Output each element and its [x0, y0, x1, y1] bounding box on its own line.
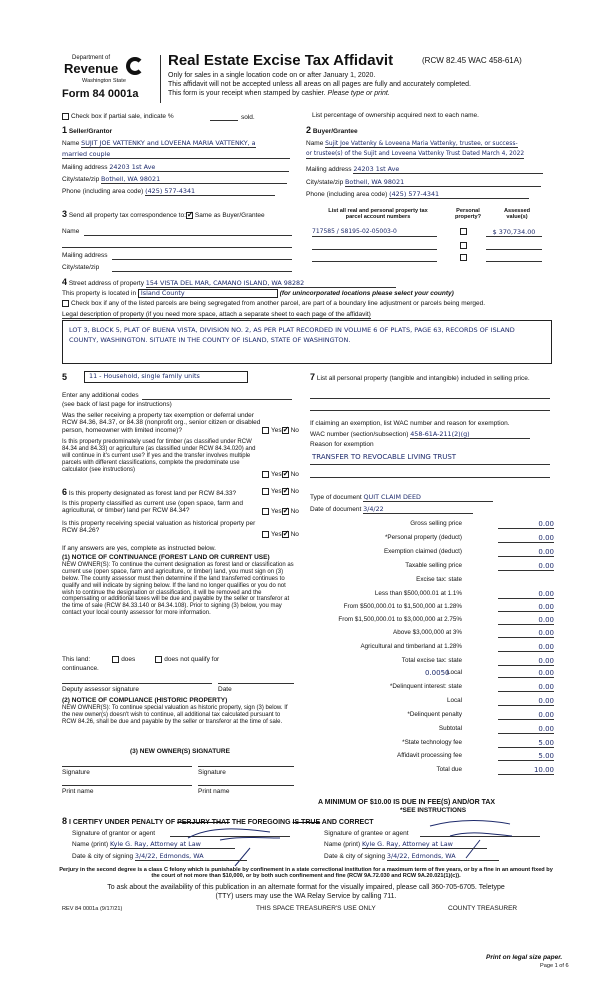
does-not-label: does not qualify for: [164, 656, 220, 664]
yes-label: Yes: [271, 531, 282, 539]
doc-date[interactable]: 3/4/22: [363, 506, 473, 514]
if-any-yes: If any answers are yes, complete as instructed below.: [62, 545, 216, 552]
grantor-name-row: [72, 841, 235, 849]
assessed-col-b: value(s): [506, 214, 528, 221]
personal-col-b: property?: [454, 214, 482, 221]
partial-sold: sold.: [241, 114, 255, 121]
header-line3: This form is your receipt when stamped by cashier.: [168, 90, 326, 97]
buyer-mail-row: [306, 166, 543, 174]
q-forest-row: 6 Is this property designated as forest land per RCW 84.33?: [62, 487, 237, 497]
q-forest-yes-checkbox[interactable]: [262, 488, 269, 495]
q-forest-answer: [262, 488, 299, 496]
doc-date-label: Date of document: [310, 506, 362, 513]
seller-name[interactable]: SUJIT JOE VATTENKY and LOVEENA MARIA VATTENKY, a: [81, 139, 256, 147]
no-label: No: [290, 471, 299, 479]
buyer-mail-label: Mailing address: [306, 166, 352, 173]
buyer-name[interactable]: Sujit Joe Vattenky & Loveena Maria Vattenky, trustee, or success-: [325, 141, 518, 147]
sec7-row: 7 List all personal property (tangible and intangible) included in selling price.: [310, 372, 530, 382]
wac-number[interactable]: 458-61A-211(2)(g): [410, 431, 530, 439]
parcel-col-a: List all real and personal property tax: [328, 208, 428, 214]
q-timber-yes-checkbox[interactable]: [262, 471, 269, 478]
calc-label: Less than $500,000.01 at 1.1%: [374, 590, 462, 597]
grantee-name[interactable]: Kyle G. Ray, Attorney at Law: [362, 841, 487, 849]
buyer-phone-label: Phone (including area code): [306, 191, 388, 198]
wac-row: [310, 431, 530, 439]
doc-type[interactable]: QUIT CLAIM DEED: [363, 494, 493, 502]
seller-heading: Seller/Grantor: [68, 128, 113, 135]
county-select[interactable]: Island County: [138, 289, 278, 298]
personal-property-checkbox-2[interactable]: [460, 242, 467, 249]
county-treasurer: COUNTY TREASURER: [448, 905, 518, 912]
seller-name-label: Name: [62, 140, 80, 147]
does-checkbox[interactable]: [112, 656, 119, 663]
q-historic-yes-checkbox[interactable]: [262, 531, 269, 538]
q-exemption-answer: [262, 427, 299, 435]
header-line3-wrap: [168, 90, 390, 98]
q-current-use: Is this property classified as current use (open space, farm and agricultural, or timber) land per RCW 84.34?: [62, 500, 244, 515]
seller-phone-label: Phone (including area code): [62, 188, 144, 195]
sec3-city-label: City/state/zip: [62, 264, 100, 271]
additional-codes-label: Enter any additional codes: [62, 392, 139, 399]
parcel-col-b: parcel account numbers: [345, 214, 411, 221]
grantor-name[interactable]: Kyle G. Ray, Attorney at Law: [110, 841, 235, 849]
form-title: Real Estate Excise Tax Affidavit: [168, 52, 394, 69]
sec3-label: Send all property tax correspondence to:: [68, 212, 186, 219]
buyer-phone-row: [306, 191, 529, 199]
land-use-code[interactable]: 11 - Household, single family units: [84, 371, 248, 383]
header-line1: Only for sales in a single location code on or after January 1, 2020.: [168, 72, 376, 79]
grantor-date-row: [72, 853, 247, 861]
logo-state: Washington State: [82, 78, 126, 84]
buyer-heading-row: 2 Buyer/Grantee: [306, 125, 358, 135]
certify-e: AND CORRECT: [320, 819, 374, 826]
notice-continuance-text: NEW OWNER(S): To continue the current designation as forest land or classification as current use (open space, farm and agriculture, or timber) land, you must sign on (3) below. The county assessor must then determine if the land transferred continues to qualify and will indicate by signing below. If the land no longer qualifies or you do not wish to continue the designation or classification, it will be removed and the compensating or additional taxes will be due and payable by the seller or transferor at the time of sale (RCW 84.33.140 or 84.34.108). Prior to signing (3) below, you may contact your local county assessor for more information.: [62, 562, 294, 617]
sec3-row: 3 Send all property tax correspondence to:✓ Same as Buyer/Grantee: [62, 209, 265, 219]
seller-city-row: [62, 176, 287, 184]
parcel-col-header: [312, 208, 444, 221]
yes-label: Yes: [271, 471, 282, 479]
q-current-use-no-checkbox[interactable]: [282, 508, 289, 515]
street-label: Street address of property: [68, 280, 144, 287]
header-line3b: Please type or print.: [327, 90, 390, 97]
calc-label: *Personal property (deduct): [384, 534, 462, 541]
no-label: No: [290, 427, 299, 435]
does-not-checkbox[interactable]: [155, 656, 162, 663]
partial-sale-label: Check box if partial sale, indicate %: [71, 113, 174, 121]
this-land-row: [62, 656, 219, 664]
additional-codes-note: (see back of last page for instructions): [62, 401, 172, 408]
buyer-name-row: [306, 140, 518, 148]
calc-label: From $500,000.01 to $1,500,000 at 1.28%: [343, 603, 462, 610]
seller-city-label: City/state/zip: [62, 176, 100, 183]
accessibility-note: To ask about the availability of this publication in an alternate format for the visually impaired, please call 360-705-6705. Teletype: [107, 884, 505, 891]
personal-property-checkbox-1[interactable]: [460, 228, 467, 235]
yes-label: Yes: [271, 508, 282, 516]
see-instructions: *SEE INSTRUCTIONS: [400, 807, 467, 814]
calc-value[interactable]: 10.00: [498, 766, 554, 775]
q-historic-no-checkbox[interactable]: [282, 531, 289, 538]
assessed-col-header: [492, 208, 542, 221]
tty-note: (TTY) users may use the WA Relay Service by calling 711.: [215, 893, 397, 900]
calc-label: *Delinquent penalty: [407, 711, 462, 718]
calc-value[interactable]: 0.00: [498, 629, 554, 638]
minimum-due-note: A MINIMUM OF $10.00 IS DUE IN FEE(S) AND/OR TAX: [318, 799, 496, 806]
q-timber: Is this property predominately used for timber (as classified under RCW 84.34 and 84.33) or agriculture (as classified under RCW 84.34.020) and will continue in it's current use? If yes and the transfer involves multiple parcels with different classifications, complete the predominate use calculator (see instructions): [62, 439, 256, 473]
assessed-value[interactable]: $ 370,734.00: [486, 229, 542, 237]
page-number: Page 1 of 6: [540, 963, 569, 969]
sec3-mail-label: Mailing address: [62, 252, 108, 259]
local-rate: 0.0050: [425, 669, 450, 677]
calc-label: Subtotal: [438, 725, 462, 732]
grantee-name-label: Name (print): [324, 841, 361, 848]
grantor-name-label: Name (print): [72, 841, 109, 848]
street-row: 4 Street address of property 154 VISTA DEL MAR, CAMANO ISLAND, WA 98282: [62, 277, 396, 288]
grantee-name-row: [324, 841, 487, 849]
calc-value[interactable]: 0.00: [498, 590, 554, 599]
same-as-buyer-label: Same as Buyer/Grantee: [194, 212, 265, 219]
q-timber-answer: [262, 471, 299, 479]
personal-col-header: [450, 208, 486, 221]
reason-text[interactable]: TRANSFER TO REVOCABLE LIVING TRUST: [312, 453, 457, 461]
q-forest: Is this property designated as forest land per RCW 84.33?: [68, 490, 237, 497]
uninc-note: (for unincorporated locations please select your county): [279, 290, 454, 297]
calc-label: Local: [446, 669, 462, 676]
calc-label: Total excise tax: state: [401, 657, 462, 664]
yes-label: Yes: [271, 488, 282, 496]
calc-value[interactable]: 0.00: [498, 643, 554, 652]
grantee-date-row: [324, 853, 499, 861]
seller-mail[interactable]: 24203 1st Ave: [109, 164, 289, 172]
calc-label: Total due: [436, 766, 462, 773]
seller-phone[interactable]: (425) 577-4341: [145, 188, 275, 196]
calc-value[interactable]: 5.00: [498, 752, 554, 761]
doc-date-row: [310, 506, 473, 514]
certify-b: PERJURY THAT: [177, 819, 230, 826]
grantor-date-label: Date & city of signing: [72, 853, 134, 860]
street-address[interactable]: 154 VISTA DEL MAR, CAMANO ISLAND, WA 98282: [146, 280, 396, 288]
seller-mail-row: [62, 164, 289, 172]
wac-label: WAC number (section/subsection): [310, 431, 409, 438]
q-historic-answer: [262, 531, 299, 539]
calc-value[interactable]: 0.00: [498, 669, 554, 678]
q-current-use-yes-checkbox[interactable]: [262, 508, 269, 515]
new-owner-signature-label-1: Signature: [62, 769, 90, 776]
q-historic: Is this property receiving special valuation as historical property per RCW 84.26?: [62, 520, 256, 535]
calc-value[interactable]: 0.00: [498, 603, 554, 612]
sec3-name-label: Name: [62, 228, 80, 235]
buyer-city-row: [306, 179, 541, 187]
calc-label: *Delinquent interest: state: [389, 683, 462, 690]
logo-revenue: Revenue: [64, 61, 119, 76]
parcel-number[interactable]: 717585 / S8195-02-05003-0: [312, 229, 437, 237]
calc-value[interactable]: 5.00: [498, 739, 554, 748]
calc-value[interactable]: 0.00: [498, 725, 554, 734]
calc-label: Above $3,000,000 at 3%: [393, 629, 462, 636]
certify-c: THE FOREGOING: [229, 819, 293, 826]
calc-value[interactable]: 0.00: [498, 711, 554, 720]
rev-number: REV 84 0001a (9/17/21): [62, 906, 123, 912]
segregated-row: [62, 300, 485, 308]
notice-continuance-heading: (1) NOTICE OF CONTINUANCE (FOREST LAND OR CURRENT USE): [62, 554, 270, 561]
grantor-date[interactable]: 3/4/22, Edmonds, WA: [135, 853, 247, 861]
same-as-buyer-checkbox[interactable]: [186, 212, 193, 219]
buyer-name-line2[interactable]: or trustee(s) of the Sujit and Loveena Vattenky Trust Dated March 4, 2022: [306, 151, 525, 157]
sec7-label: List all personal property (tangible and intangible) included in selling price.: [316, 375, 530, 382]
segregated-label: Check box if any of the listed parcels are being segregated from another parcel, are part of a boundary line adjustment or parcels being merged.: [71, 300, 486, 308]
assessed-col-a: Assessed: [503, 208, 531, 214]
seller-mail-label: Mailing address: [62, 164, 108, 171]
q-exemption: Was the seller receiving a property tax exemption or deferral under RCW 84.36, 84.37, or 84.38 (nonprofit org., senior citizen or disabled person, homeowner with limited income)?: [62, 412, 261, 434]
logo-dept: Department of: [72, 55, 111, 61]
continuance-label: continuance.: [62, 665, 99, 672]
yes-label: Yes: [271, 427, 282, 435]
notice-compliance-heading: (2) NOTICE OF COMPLIANCE (HISTORIC PROPERTY): [62, 697, 228, 704]
buyer-name-label: Name: [306, 140, 324, 147]
seller-heading-row: 1 Seller/Grantor: [62, 125, 113, 135]
grantor-signature-label: Signature of grantor or agent: [72, 830, 156, 837]
calc-value[interactable]: 0.00: [498, 616, 554, 625]
calc-label: *State technology fee: [402, 739, 462, 746]
buyer-heading: Buyer/Grantee: [312, 128, 358, 135]
treasurer-space: THIS SPACE TREASURER'S USE ONLY: [256, 905, 376, 912]
no-label: No: [290, 531, 299, 539]
revenue-logo: [64, 55, 154, 105]
calc-value[interactable]: 0.00: [498, 520, 554, 529]
q-current-use-answer: [262, 508, 299, 516]
calc-label: Gross selling price: [410, 520, 462, 527]
form-number: Form 84 0001a: [62, 88, 139, 100]
list-pct-note: List percentage of ownership acquired next to each name.: [312, 112, 479, 119]
certify-d: IS TRUE: [292, 819, 321, 826]
calc-label: Agricultural and timberland at 1.28%: [360, 643, 462, 650]
claim-exemption-note: If claiming an exemption, list WAC number and reason for exemption.: [310, 420, 510, 427]
calc-label: Taxable selling price: [405, 562, 462, 569]
q-exemption-yes-checkbox[interactable]: [262, 427, 269, 434]
new-owner-print-label-1: Print name: [62, 788, 94, 795]
legal-paper-note: Print on legal size paper.: [486, 954, 563, 961]
does-label: does: [121, 656, 136, 664]
notice-compliance-text: NEW OWNER(S): To continue special valuation as historic property, sign (3) below. If the new owner(s) doesn't wish to continue, all additional tax calculated pursuant to RCW 84.26, shall be due and payable by the seller or transferor at the time of sale.: [62, 705, 288, 725]
this-land-label: This land:: [62, 656, 91, 664]
legal-label: Legal description of property (if you need more space, attach a separate sheet to each page of the affidavit): [62, 311, 371, 318]
new-owner-print-label-2: Print name: [198, 788, 230, 795]
located-label: This property is located in: [62, 290, 137, 297]
q-timber-no-checkbox[interactable]: [282, 471, 289, 478]
partial-sale-checkbox[interactable]: [62, 113, 69, 120]
certify-a: I CERTIFY UNDER PENALTY OF: [68, 819, 178, 826]
calc-value[interactable]: 0.00: [498, 657, 554, 666]
calc-label: Excise tax: state: [416, 576, 462, 583]
calc-label: From $1,500,000.01 to $3,000,000 at 2.75%: [338, 616, 462, 623]
logo-swirl-icon: [126, 57, 144, 75]
calc-label: Affidavit processing fee: [397, 752, 462, 759]
new-owner-signature-label-2: Signature: [198, 769, 226, 776]
partial-sale-row: [62, 113, 174, 121]
buyer-city-label: City/state/zip: [306, 179, 344, 186]
seller-city[interactable]: Bothell, WA 98021: [101, 176, 287, 184]
no-label: No: [290, 508, 299, 516]
certify-row: 8 I CERTIFY UNDER PENALTY OF PERJURY THAT THE FOREGOING IS TRUE AND CORRECT: [62, 816, 374, 826]
doc-type-row: [310, 494, 493, 502]
personal-property-checkbox-3[interactable]: [460, 254, 467, 261]
calc-value[interactable]: 0.00: [498, 562, 554, 571]
grantee-date[interactable]: 3/4/22, Edmonds, WA: [387, 853, 499, 861]
segregated-checkbox[interactable]: [62, 300, 69, 307]
q-forest-no-checkbox[interactable]: [282, 488, 289, 495]
buyer-mail[interactable]: 24203 1st Ave: [353, 166, 543, 174]
personal-col-a: Personal: [456, 208, 480, 214]
no-label: No: [290, 488, 299, 496]
form-rcw: (RCW 82.45 WAC 458-61A): [422, 56, 522, 65]
doc-type-label: Type of document: [310, 494, 362, 501]
seller-name-line2[interactable]: married couple: [62, 151, 290, 159]
reason-label: Reason for exemption: [310, 441, 374, 448]
calc-value[interactable]: 0.00: [498, 697, 554, 706]
grantee-date-label: Date & city of signing: [324, 853, 386, 860]
calc-value[interactable]: 0.00: [498, 534, 554, 543]
calc-label: Exemption claimed (deduct): [383, 548, 462, 555]
calc-value[interactable]: 0.00: [498, 683, 554, 692]
calc-label: Local: [446, 697, 462, 704]
header-line2: This affidavit will not be accepted unless all areas on all pages are fully and accurately completed.: [168, 81, 471, 88]
located-row: [62, 289, 454, 298]
deputy-signature-label: Deputy assessor signature: [62, 686, 139, 693]
grantee-signature-label: Signature of grantee or agent: [324, 830, 409, 837]
legal-description[interactable]: LOT 3, BLOCK 5, PLAT OF BUENA VISTA, DIVISION NO. 2, AS PER PLAT RECORDED IN VOLUME 6 OF PLATS, PAGE 63, RECORDS OF ISLAND COUNTY, WASHINGTON. SITUATE IN THE COUNTY OF ISLAND, STATE OF WASHINGTON.: [62, 320, 552, 364]
seller-phone-row: [62, 188, 275, 196]
deputy-date-label: Date: [218, 686, 232, 693]
new-owner-signature-heading: (3) NEW OWNER(S) SIGNATURE: [130, 748, 230, 755]
calc-value[interactable]: 0.00: [498, 548, 554, 557]
seller-name-row: [62, 140, 256, 147]
perjury-note: Perjury in the second degree is a class C felony which is punishable by confinement in a state correctional institution for a maximum term of five years, or by a fine in an amount fixed by the court of not more than $10,000, or by both such confinement and fine (RCW 9A.72.030 and RCW 9A.20.021(1)(c)).: [59, 867, 553, 880]
buyer-phone[interactable]: (425) 577-4341: [389, 191, 529, 199]
buyer-city[interactable]: Bothell, WA 98021: [345, 179, 541, 187]
q-exemption-no-checkbox[interactable]: [282, 427, 289, 434]
